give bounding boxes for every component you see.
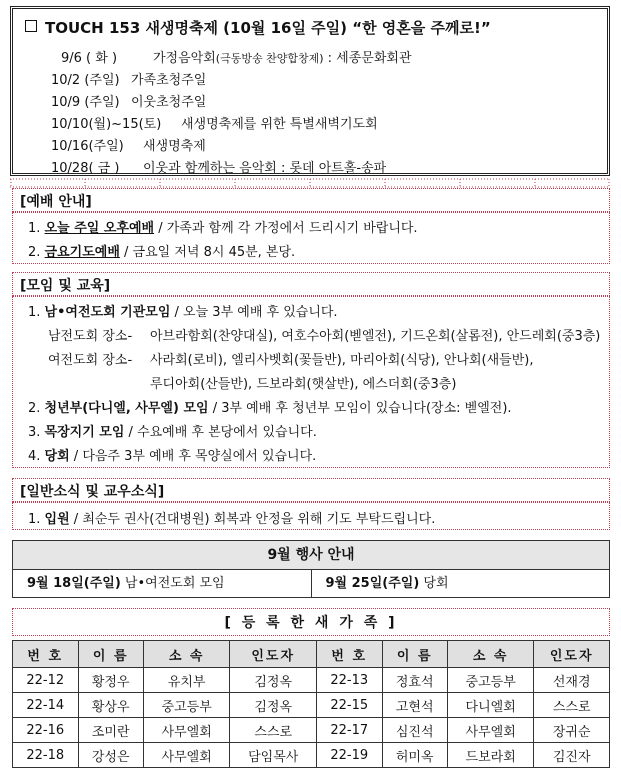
family-title: [ 등 록 한 새 가 족 ]: [12, 608, 610, 636]
schedule-item: 10/28( 금 ) 이웃과 함께하는 음악회 : 롯데 아트홀-송파: [51, 161, 387, 176]
checkbox-icon: [25, 20, 37, 32]
women-places: 여전도회 장소- 사라회(로비), 엘리사벳회(꽃들반), 마리아회(식당), 안나회(새들반),: [48, 353, 534, 368]
cell: 김진자: [534, 743, 610, 768]
men-places: 남전도회 장소- 아브라함회(찬양대실), 여호수아회(벧엘전), 기드온회(살롬전), 안드레회(중3층): [48, 329, 601, 344]
cell: 황상우: [78, 693, 143, 718]
cell: 장귀순: [534, 718, 610, 743]
touch-title: TOUCH 153 새생명축제 (10월 16일 주일) “한 영혼을 주께로!”: [25, 17, 491, 38]
cell: 다니엘회: [447, 693, 534, 718]
cell: 사무엘회: [143, 743, 230, 768]
cell: 허미옥: [382, 743, 447, 768]
events-box: [12, 540, 610, 598]
news-heading: [일반소식 및 교우소식]: [20, 484, 165, 500]
schedule-item: 10/16(주일) 새생명축제: [51, 139, 206, 154]
cell: 22-14: [13, 693, 79, 718]
worship-item: 2. 금요기도예배 / 금요일 저녁 8시 45분, 본당.: [28, 245, 296, 260]
meeting-item: 2. 청년부(다니엘, 사무엘) 모임 / 3부 예배 후 청년부 모임이 있습니다(장소: 벧엘전).: [28, 401, 512, 416]
col-header: 인도자: [230, 641, 317, 668]
cell: 22-19: [317, 743, 383, 768]
cell: 황정우: [78, 668, 143, 693]
cell: 김정옥: [230, 693, 317, 718]
family-table: [12, 640, 610, 768]
worship-heading: [예배 안내]: [20, 194, 92, 210]
cell: 22-16: [13, 718, 79, 743]
meeting-heading: [모임 및 교육]: [20, 278, 111, 294]
cell: 22-12: [13, 668, 79, 693]
schedule-item: 10/9 (주일) 이웃초청주일: [51, 95, 207, 110]
col-header: 이 름: [78, 641, 143, 668]
meeting-item: 3. 목장지기 모임 / 수요예배 후 본당에서 있습니다.: [28, 425, 317, 440]
col-header: 번 호: [317, 641, 383, 668]
cell: 유치부: [143, 668, 230, 693]
worship-item: 1. 오늘 주일 오후예배 / 가족과 함께 각 가정에서 드리시기 바랍니다.: [28, 221, 418, 236]
worship-heading-box: [12, 188, 610, 212]
touch-festival-box: [10, 6, 610, 176]
cell: 22-13: [317, 668, 383, 693]
cell: 드보라회: [447, 743, 534, 768]
schedule-item: 9/6 ( 화 ) 가정음악회(극동방송 찬양합창제) : 세종문화회관: [61, 51, 412, 66]
col-header: 번 호: [13, 641, 79, 668]
table-row: [13, 668, 610, 693]
cell: 22-18: [13, 743, 79, 768]
cell: 사무엘회: [143, 718, 230, 743]
cell: 강성은: [78, 743, 143, 768]
event-left: 9월 18일(주일) 남•여전도회 모임: [27, 576, 225, 591]
dotted-separator: [10, 178, 610, 188]
event-right: 9월 25일(주일) 당회: [311, 570, 610, 598]
meeting-item: 1. 남•여전도회 기관모임 / 오늘 3부 예배 후 있습니다.: [28, 305, 338, 320]
cell: 22-15: [317, 693, 383, 718]
events-heading: 9월 행사 안내: [13, 541, 609, 570]
schedule-item: 10/10(월)~15(토) 새생명축제를 위한 특별새벽기도회: [51, 117, 378, 132]
cell: 담임목사: [230, 743, 317, 768]
women-places-cont: 루디아회(산들반), 드보라회(햇살반), 에스더회(중3층): [150, 377, 457, 392]
cell: 조미란: [78, 718, 143, 743]
table-row: [13, 743, 610, 768]
meeting-item: 4. 당회 / 다음주 3부 예배 후 목양실에서 있습니다.: [28, 449, 317, 464]
cell: 스스로: [230, 718, 317, 743]
table-row: [13, 693, 610, 718]
cell: 스스로: [534, 693, 610, 718]
cell: 중고등부: [143, 693, 230, 718]
cell: 고현석: [382, 693, 447, 718]
news-item: 1. 입원 / 최순두 권사(건대병원) 회복과 안정을 위해 기도 부탁드립니다.: [28, 512, 436, 527]
table-row: [13, 718, 610, 743]
cell: 선재경: [534, 668, 610, 693]
cell: 중고등부: [447, 668, 534, 693]
cell: 사무엘회: [447, 718, 534, 743]
cell: 심진석: [382, 718, 447, 743]
col-header: 소 속: [143, 641, 230, 668]
cell: 22-17: [317, 718, 383, 743]
col-header: 소 속: [447, 641, 534, 668]
cell: 김정옥: [230, 668, 317, 693]
col-header: 인도자: [534, 641, 610, 668]
schedule-item: 10/2 (주일) 가족초청주일: [51, 73, 207, 88]
col-header: 이 름: [382, 641, 447, 668]
cell: 정효석: [382, 668, 447, 693]
